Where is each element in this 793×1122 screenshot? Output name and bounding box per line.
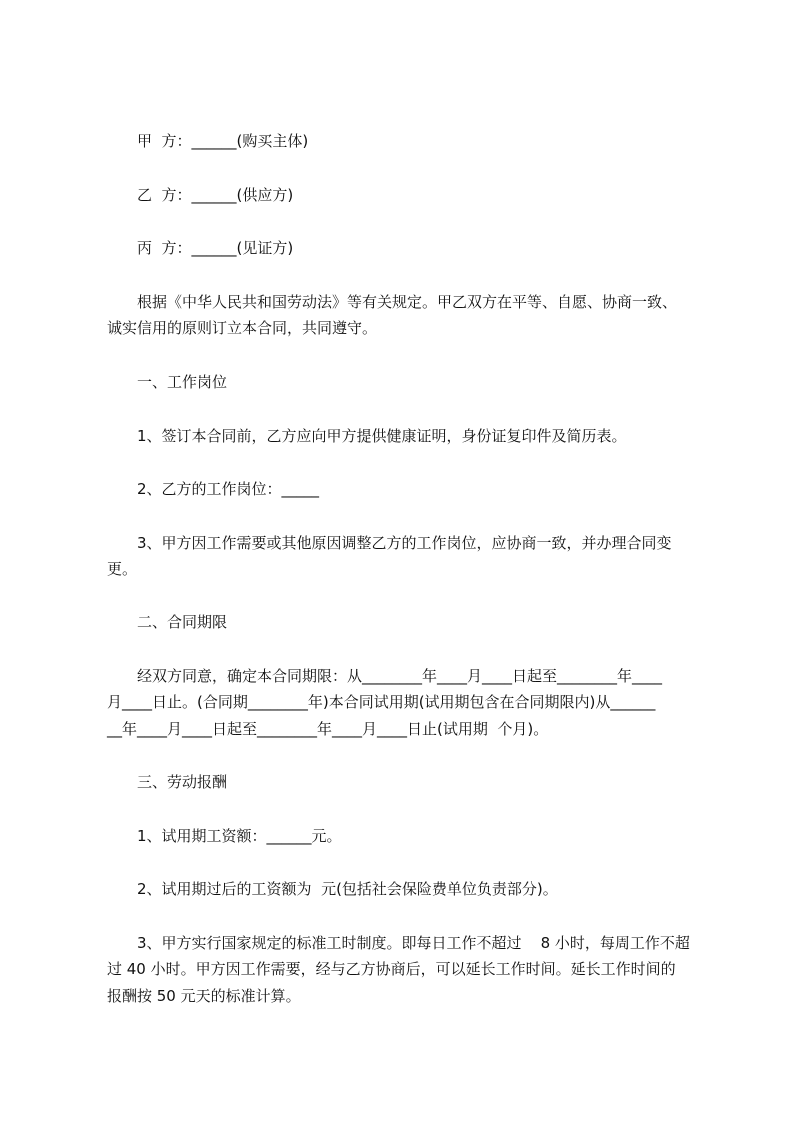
section-3-item-3-line-3: 报酬按 50 元天的标准计算。	[107, 987, 301, 1005]
section-3-item-3-line-2: 过 40 小时。甲方因工作需要，经与乙方协商后，可以延长工作时间。延长工作时间的	[107, 960, 676, 978]
section-1-heading: 一、工作岗位	[137, 373, 228, 391]
intro-line-1: 根据《中华人民共和国劳动法》等有关规定。甲乙双方在平等、自愿、协商一致、	[137, 293, 678, 311]
section-2-line-2: 月____日止。(合同期________年)本合同试用期(试用期包含在合同期限内)从______	[107, 693, 656, 711]
section-1-item-2: 2、乙方的工作岗位：_____	[137, 480, 320, 498]
section-3-item-3-line-1: 3、甲方实行国家规定的标准工时制度。即每日工作不超过 8 小时，每周工作不超	[137, 934, 690, 952]
party-b-line: 乙 方：______(供应方)	[137, 186, 294, 204]
section-1-item-3-line-1: 3、甲方因工作需要或其他原因调整乙方的工作岗位，应协商一致，并办理合同变	[137, 534, 672, 552]
section-3-heading: 三、劳动报酬	[137, 773, 228, 791]
section-3-item-1: 1、试用期工资额：______元。	[137, 827, 342, 845]
section-1-item-1: 1、签订本合同前，乙方应向甲方提供健康证明，身份证复印件及简历表。	[137, 427, 627, 445]
party-c-line: 丙 方：______(见证方)	[137, 239, 294, 257]
party-a-line: 甲 方：______(购买主体)	[137, 132, 309, 150]
section-1-item-3-line-2: 更。	[107, 560, 138, 578]
section-3-item-2: 2、试用期过后的工资额为 元(包括社会保险费单位负责部分)。	[137, 880, 558, 898]
section-2-line-3: __年____月____日起至________年____月____日止(试用期 个月)。	[107, 720, 549, 738]
section-2-heading: 二、合同期限	[137, 613, 228, 631]
section-2-line-1: 经双方同意，确定本合同期限：从________年____月____日起至________年____	[137, 667, 663, 685]
intro-line-2: 诚实信用的原则订立本合同，共同遵守。	[107, 319, 378, 337]
